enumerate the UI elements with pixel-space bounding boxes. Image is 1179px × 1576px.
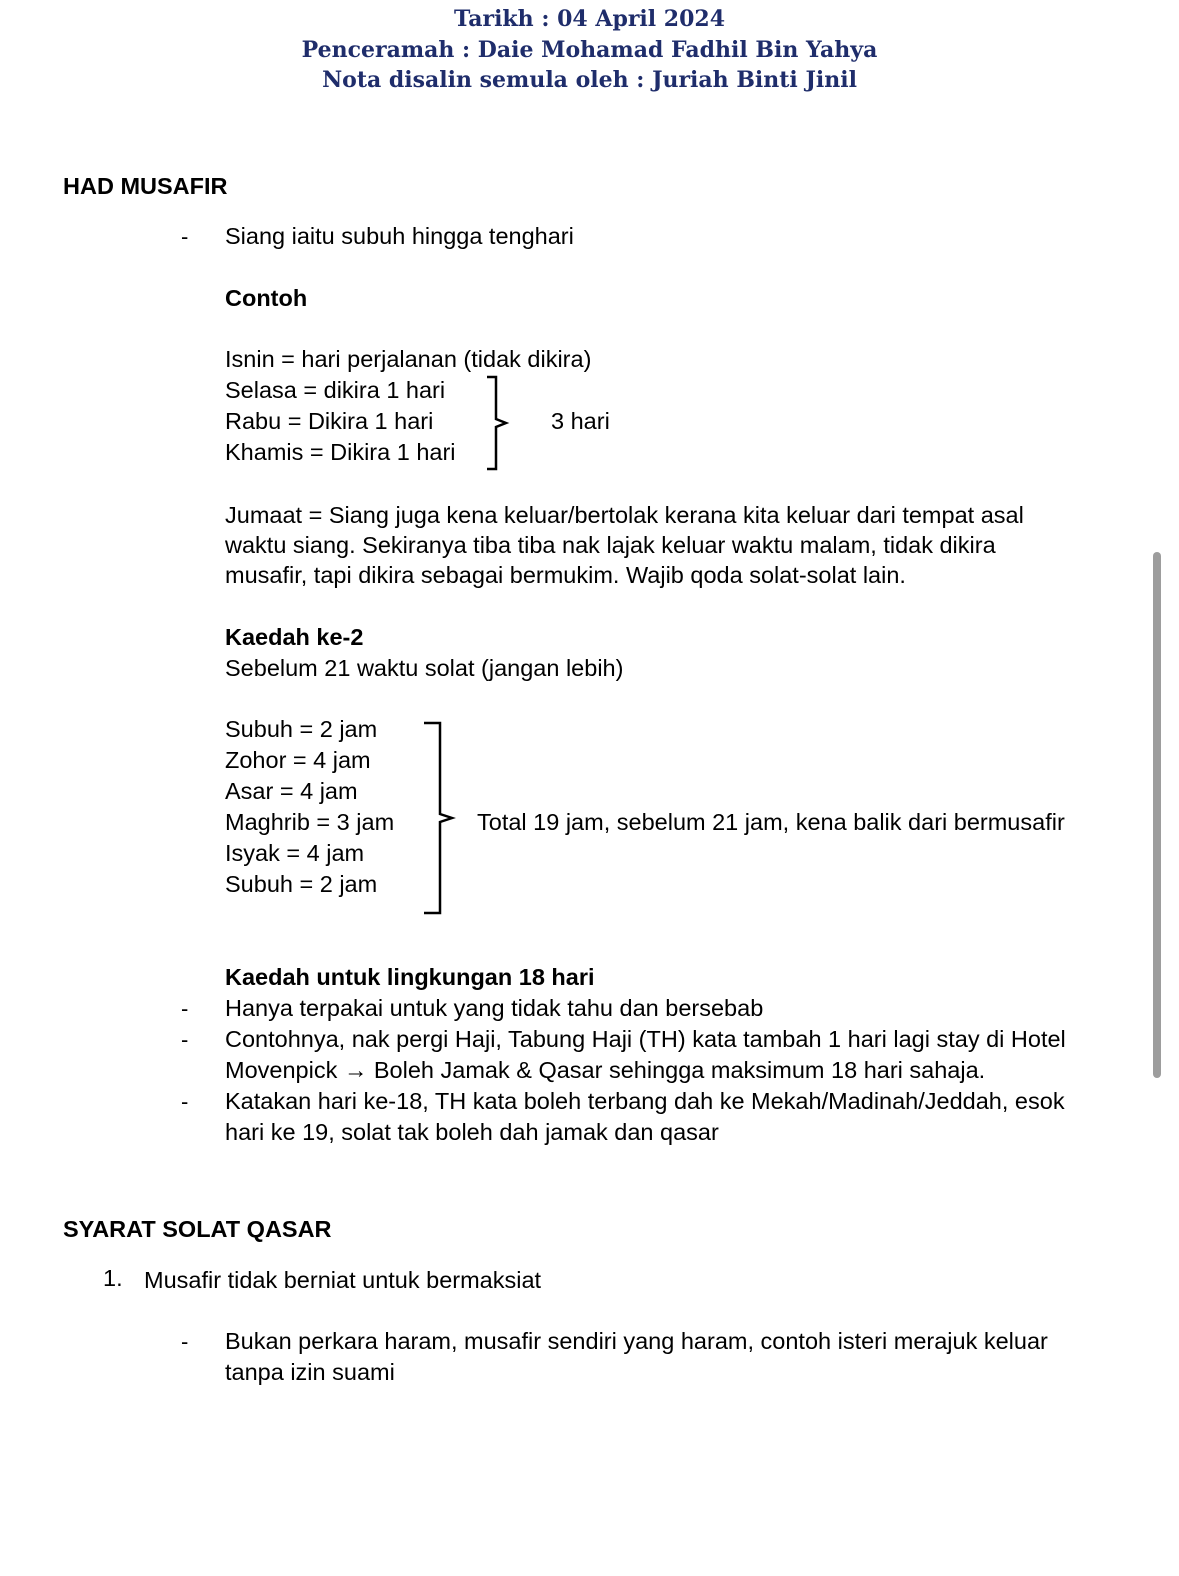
jumaat-line: musafir, tapi dikira sebagai bermukim. Wajib qoda solat-solat lain. xyxy=(225,562,906,588)
bullet-dash: - xyxy=(181,224,189,249)
solat-line: Zohor = 4 jam xyxy=(225,747,371,773)
bullet-siang: Siang iaitu subuh hingga tenghari xyxy=(225,223,574,249)
contoh-line: Khamis = Dikira 1 hari xyxy=(225,439,456,465)
syarat-item: Musafir tidak berniat untuk bermaksiat xyxy=(144,1267,542,1293)
k18-bullet: Katakan hari ke-18, TH kata boleh terbang dah ke Mekah/Madinah/Jeddah, esok xyxy=(225,1088,1065,1114)
kaedah-18-hari-label: Kaedah untuk lingkungan 18 hari xyxy=(225,964,595,990)
list-number: 1. xyxy=(103,1265,123,1291)
solat-line: Subuh = 2 jam xyxy=(225,716,378,742)
jumaat-line: waktu siang. Sekiranya tiba tiba nak lajak keluar waktu malam, tidak dikira xyxy=(225,532,996,558)
solat-line: Isyak = 4 jam xyxy=(225,840,365,866)
bullet-dash: - xyxy=(181,1329,189,1354)
bullet-dash: - xyxy=(181,1027,189,1052)
header-tarikh: Tarikh : 04 April 2024 xyxy=(453,6,726,32)
contoh-line: Selasa = dikira 1 hari xyxy=(225,377,446,403)
vertical-scrollbar[interactable] xyxy=(1153,552,1161,1078)
right-brace-icon xyxy=(420,720,464,916)
kaedah-ke-2-label: Kaedah ke-2 xyxy=(225,624,364,650)
heading-had-musafir: HAD MUSAFIR xyxy=(63,173,228,199)
header-penceramah: Penceramah : Daie Mohamad Fadhil Bin Yahya xyxy=(301,37,878,63)
contoh-line: Rabu = Dikira 1 hari xyxy=(225,408,434,434)
k18-bullet-cont: hari ke 19, solat tak boleh dah jamak dan qasar xyxy=(225,1119,719,1145)
solat-line: Maghrib = 3 jam xyxy=(225,809,395,835)
header-nota: Nota disalin semula oleh : Juriah Binti Jinil xyxy=(322,67,857,93)
bullet-dash: - xyxy=(181,1089,189,1114)
contoh-line: Isnin = hari perjalanan (tidak dikira) xyxy=(225,346,592,372)
k18-bullet: Contohnya, nak pergi Haji, Tabung Haji (TH) kata tambah 1 hari lagi stay di Hotel xyxy=(225,1026,1066,1052)
k18-bullet-cont: Movenpick → Boleh Jamak & Qasar sehingga maksimum 18 hari sahaja. xyxy=(225,1057,986,1083)
k18-bullet: Hanya terpakai untuk yang tidak tahu dan bersebab xyxy=(225,995,764,1021)
syarat-sub-bullet: Bukan perkara haram, musafir sendiri yang haram, contoh isteri merajuk keluar xyxy=(225,1328,1048,1354)
bullet-dash: - xyxy=(181,996,189,1021)
jumaat-line: Jumaat = Siang juga kena keluar/bertolak kerana kita keluar dari tempat asal xyxy=(225,502,1024,528)
syarat-sub-bullet-cont: tanpa izin suami xyxy=(225,1359,395,1385)
brace-label-total: Total 19 jam, sebelum 21 jam, kena balik dari bermusafir xyxy=(477,809,1065,835)
brace-label-3-hari: 3 hari xyxy=(551,408,610,434)
solat-line: Subuh = 2 jam xyxy=(225,871,378,897)
right-brace-icon xyxy=(482,374,522,472)
heading-syarat-solat-qasar: SYARAT SOLAT QASAR xyxy=(63,1216,332,1242)
contoh-label: Contoh xyxy=(225,285,308,311)
kaedah-ke-2-sub: Sebelum 21 waktu solat (jangan lebih) xyxy=(225,655,624,681)
solat-line: Asar = 4 jam xyxy=(225,778,358,804)
